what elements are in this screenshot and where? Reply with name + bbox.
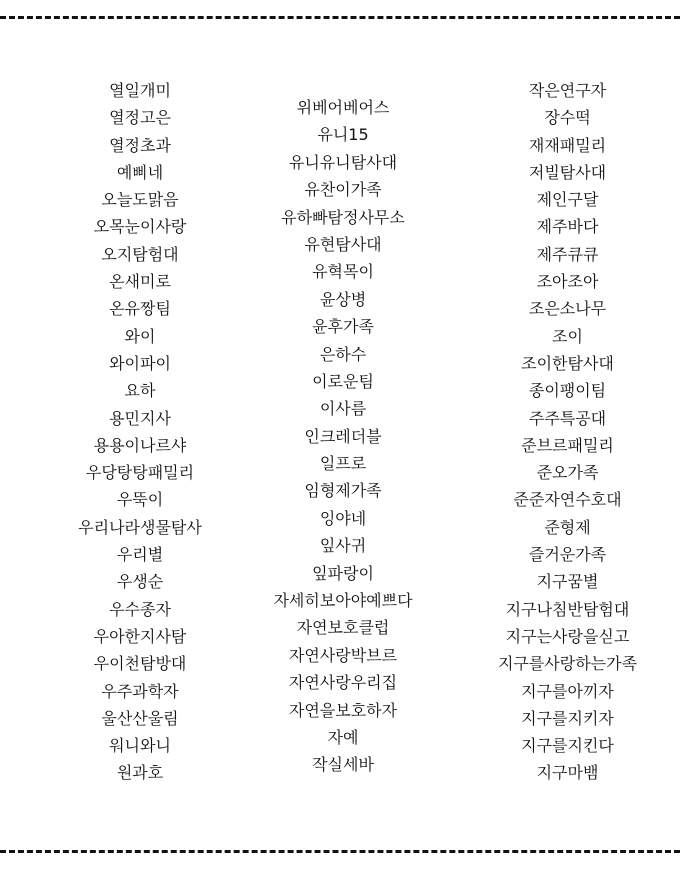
list-item: 온유짱팀 <box>109 299 171 319</box>
list-item: 와이 <box>124 326 156 346</box>
list-item: 온새미로 <box>109 272 171 292</box>
list-item: 윤후가족 <box>312 317 374 337</box>
list-item: 열일개미 <box>109 81 171 100</box>
list-item: 주주특공대 <box>528 408 607 428</box>
list-item: 저빌탐사대 <box>528 162 607 182</box>
list-item: 우주과학자 <box>101 681 179 701</box>
list-item: 지구를사랑하는가족 <box>497 654 638 674</box>
list-item: 제인구달 <box>536 190 599 210</box>
list-item: 유찬이가족 <box>304 180 382 200</box>
list-item: 유하빠탐정사무소 <box>281 207 405 227</box>
list-item: 오늘도맑음 <box>101 190 179 210</box>
list-item: 지구꿈별 <box>536 572 599 592</box>
list-item: 위베어베어스 <box>296 98 390 117</box>
list-item: 잎사귀 <box>319 536 367 556</box>
name-column-3 <box>455 81 680 791</box>
list-item: 유현탐사대 <box>304 234 382 254</box>
name-column-2 <box>232 98 454 783</box>
list-item: 조이 <box>552 326 583 346</box>
list-item: 준준자연수호대 <box>513 490 622 510</box>
list-item: 오지탐험대 <box>101 244 179 264</box>
list-item: 유혁목이 <box>312 262 374 282</box>
list-item: 우리나라생물탐사 <box>78 517 202 537</box>
list-item: 잉야네 <box>319 508 367 528</box>
list-item: 자연을보호하자 <box>288 700 398 720</box>
list-item: 작실세바 <box>312 755 374 775</box>
list-item: 작은연구자 <box>528 81 607 100</box>
list-item: 제주바다 <box>536 217 599 237</box>
list-item: 즐거운가족 <box>528 545 607 565</box>
list-item: 자세히보아야예쁘다 <box>273 591 413 611</box>
list-item: 와이파이 <box>109 353 171 373</box>
list-item: 준형제 <box>544 517 591 537</box>
list-item: 우당탕탕패밀리 <box>85 463 195 483</box>
list-item: 열정고은 <box>109 108 171 128</box>
list-item: 용용이나르샤 <box>93 435 187 455</box>
list-item: 자연사랑박브르 <box>288 645 398 665</box>
list-item: 지구를지키자 <box>521 708 614 728</box>
list-item: 울산산울림 <box>101 708 179 728</box>
list-item: 우이천탐방대 <box>93 654 187 674</box>
list-item: 자연사랑우리집 <box>288 673 398 693</box>
list-item: 유니15 <box>317 125 369 145</box>
list-item: 임형제가족 <box>304 481 382 501</box>
list-item: 재재패밀리 <box>528 135 607 155</box>
list-item: 장수떡 <box>544 108 591 128</box>
list-item: 인크레더블 <box>304 426 382 446</box>
list-item: 지구마뱀 <box>536 763 599 783</box>
list-item: 이사름 <box>319 399 367 419</box>
list-item: 용민지사 <box>109 408 171 428</box>
list-item: 우수종자 <box>109 599 171 619</box>
list-item: 준브르패밀리 <box>521 435 614 455</box>
list-item: 우뚝이 <box>116 490 164 510</box>
list-item: 이로운팀 <box>312 371 374 391</box>
list-item: 지구를지킨다 <box>521 736 614 756</box>
list-item: 예삐네 <box>116 162 164 182</box>
list-item: 오목눈이사랑 <box>93 217 187 237</box>
list-item: 열정초과 <box>109 135 171 155</box>
list-item: 조이한탐사대 <box>521 353 614 373</box>
list-item: 일프로 <box>319 454 367 474</box>
list-item: 윤상병 <box>319 289 367 309</box>
list-item: 원과호 <box>116 763 164 783</box>
list-item: 조아조아 <box>536 272 599 292</box>
list-item: 은하수 <box>319 344 367 364</box>
list-item: 요하 <box>124 381 156 401</box>
list-item: 지구나침반탐험대 <box>505 599 630 619</box>
list-item: 잎파랑이 <box>312 563 374 583</box>
list-item: 지구를아끼자 <box>521 681 614 701</box>
top-dashed-divider <box>0 16 680 19</box>
list-item: 우리별 <box>116 545 164 565</box>
list-item: 지구는사랑을싣고 <box>505 626 630 646</box>
list-item: 자예 <box>327 727 359 747</box>
list-item: 준오가족 <box>536 463 599 483</box>
list-item: 조은소나무 <box>528 299 607 319</box>
list-item: 자연보호클럽 <box>296 618 390 638</box>
list-item: 제주큐큐 <box>536 244 599 264</box>
list-item: 유니유니탐사대 <box>288 152 398 172</box>
list-item: 워니와니 <box>109 736 171 756</box>
list-item: 우아한지사탐 <box>93 626 187 646</box>
bottom-dashed-divider <box>0 850 680 853</box>
list-item: 종이팽이팀 <box>528 381 607 401</box>
name-column-1 <box>30 81 250 791</box>
list-item: 우생순 <box>116 572 164 592</box>
